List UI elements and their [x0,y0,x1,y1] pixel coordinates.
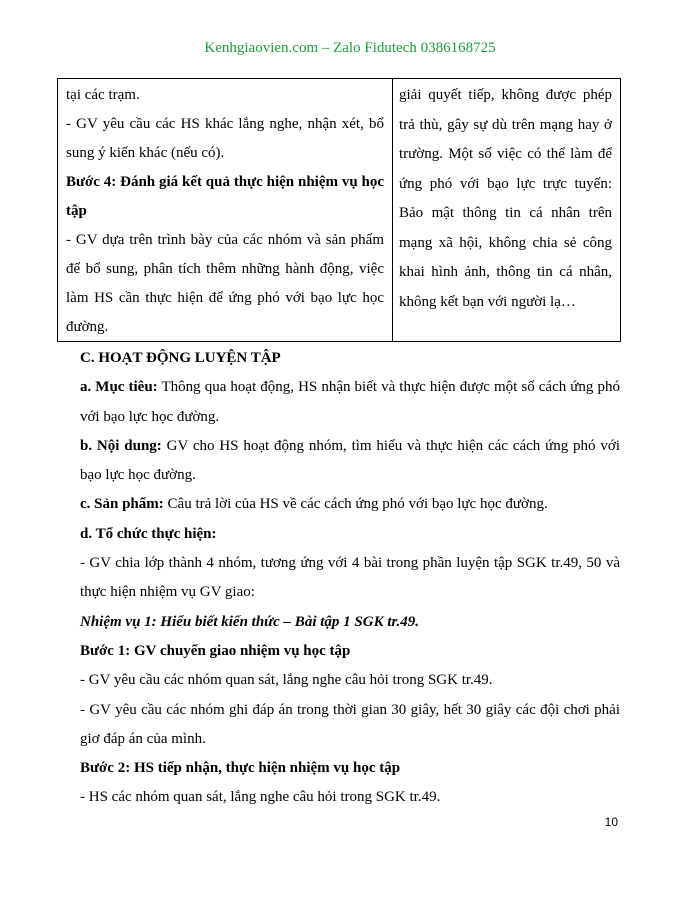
org-text: - GV chia lớp thành 4 nhóm, tương ứng với 4 bài trong phần luyện tập SGK tr.49, 50 và thực hiện nhiệm vụ GV giao: [80,555,620,601]
practice-section [80,344,620,813]
section-title: C. HOẠT ĐỘNG LUYỆN TẬP [80,350,281,366]
step2-item: - HS các nhóm quan sát, lắng nghe câu hỏi trong SGK tr.49. [80,789,441,806]
content-paragraph [80,432,620,491]
table-right-text: giải quyết tiếp, không được phép trả thù, gây sự dù trên mạng hay ở trường. Một số việc có thể làm để ứng phó với bạo lực trực tuyến: Bảo mật thông tin cá nhân trên mạng xã hội, không chia sẻ công khai hình ảnh, thông tin cá nhân, không kết bạn với người lạ… [399,87,612,310]
step1-heading: Bước 1: GV chuyển giao nhiệm vụ học tập [80,642,351,659]
page-header [0,40,700,57]
table-left-line: - GV yêu cầu các HS khác lắng nghe, nhận xét, bổ sung ý kiến khác (nếu có). [66,116,384,161]
table-left-line: tại các trạm. [66,87,140,103]
step1-item: - GV yêu cầu các nhóm quan sát, lắng nghe câu hỏi trong SGK tr.49. [80,672,493,689]
goal-paragraph [80,373,620,432]
product-label: c. Sản phẩm: [80,496,164,513]
org-label: d. Tổ chức thực hiện: [80,525,217,542]
page-number: 10 [604,815,618,829]
table-right-column [393,79,620,341]
header-contact: Zalo Fidutech 0386168725 [333,40,496,56]
step4-heading: Bước 4: Đánh giá kết quả thực hiện nhiệm vụ học tập [66,174,384,219]
task1-heading: Nhiệm vụ 1: Hiểu biết kiến thức – Bài tập 1 SGK tr.49. [80,613,420,630]
header-separator: – [318,40,334,56]
table-left-column [58,79,393,341]
header-site: Kenhgiaovien.com [204,40,319,56]
activity-table [57,78,621,342]
table-left-line: - GV dựa trên trình bày của các nhóm và sản phẩm để bổ sung, phân tích thêm những hành động, việc làm HS cần thực hiện để ứng phó với bạo lực học đường. [66,232,384,335]
content-label: b. Nội dung: [80,437,162,454]
step2-heading: Bước 2: HS tiếp nhận, thực hiện nhiệm vụ học tập [80,760,401,777]
product-paragraph [80,490,620,519]
content-text: GV cho HS hoạt động nhóm, tìm hiểu và thực hiện các cách ứng phó với bạo lực học đường. [80,437,620,484]
step1-item: - GV yêu cầu các nhóm ghi đáp án trong thời gian 30 giây, hết 30 giây các đội chơi phải giơ đáp án của mình. [80,701,620,747]
goal-text: Thông qua hoạt động, HS nhận biết và thực hiện được một số cách ứng phó với bạo lực học đường. [80,379,620,425]
product-text: Câu trả lời của HS về các cách ứng phó với bạo lực học đường. [163,496,548,513]
goal-label: a. Mục tiêu: [80,379,158,396]
